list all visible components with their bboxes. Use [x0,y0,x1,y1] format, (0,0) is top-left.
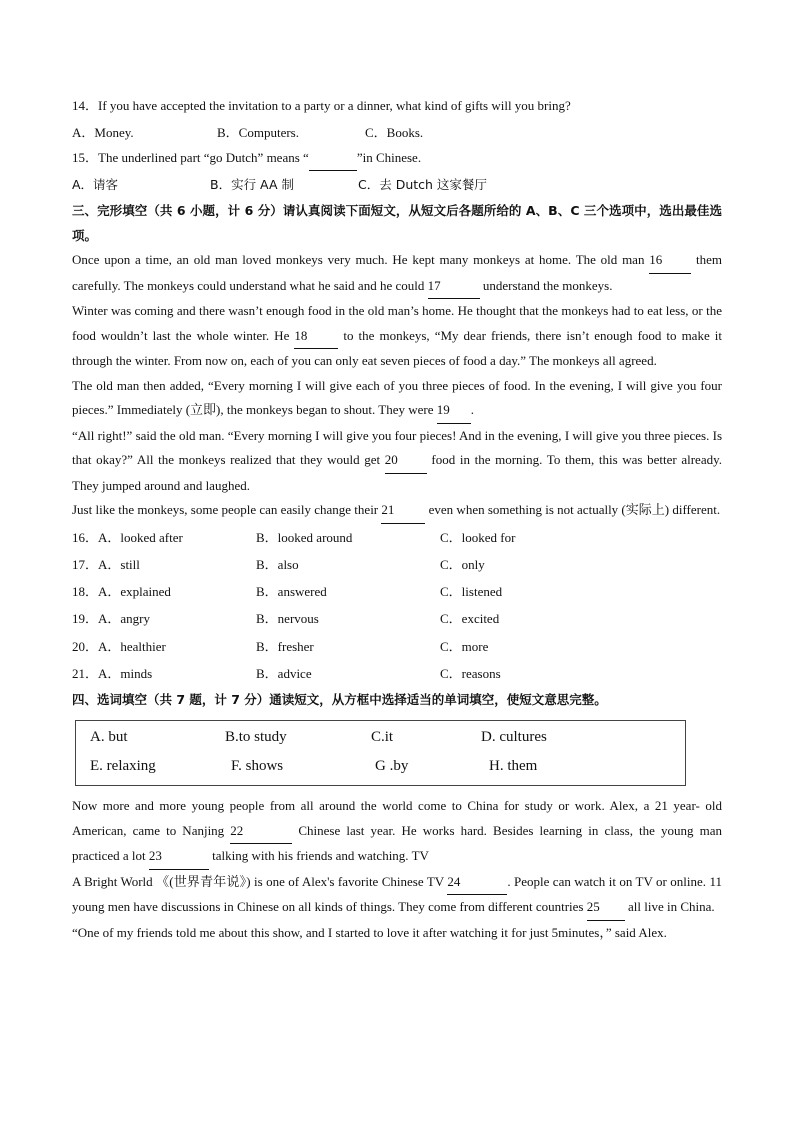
cloze-options-17 [72,551,722,578]
q15-stem: 15．The underlined part “go Dutch” means “ ”in Chinese. [72,146,722,172]
cloze-options-18 [72,578,722,605]
q15-options [72,171,722,198]
section3-heading: 三、完形填空（共 6 小题，计 6 分）请认真阅读下面短文，从短文后各题所给的 A、B、C 三个选项中，选出最佳选项。 [72,203,722,243]
option-21-c[interactable]: C．reasons [440,665,501,681]
option-21-a[interactable]: 21．A．minds [72,665,153,681]
q15-option-c[interactable]: C．去 Dutch 这家餐厅 [358,177,487,192]
q15-option-b[interactable]: B．实行 AA 制 [210,177,294,192]
blank-22[interactable]: 22 [230,819,292,845]
option-16-c[interactable]: C．looked for [440,529,516,545]
option-20-a[interactable]: 20．A．healthier [72,638,166,654]
exam-page [72,94,722,945]
word-option-b: B.to study [225,729,287,746]
word-option-d: D. cultures [481,729,547,746]
q14-option-c[interactable]: C．Books. [365,124,424,140]
option-17-a[interactable]: 17．A．still [72,556,140,572]
q14-stem: 14．If you have accepted the invitation to a party or a dinner, what kind of gifts will you bring? [72,98,571,113]
fill-paragraph-2: A Bright World 《(世界青年说》) is one of Alex's favorite Chinese TV 24 . People can watch it on TV or online. 11 young men have discussions in Chinese on all kinds of things. They come from different countries 25 all live in China. [72,870,722,921]
blank-25[interactable]: 25 [587,895,625,921]
blank-23[interactable]: 23 [149,844,209,870]
cloze-options-list [72,524,722,688]
blank-20[interactable]: 20 [385,448,427,474]
option-16-b[interactable]: B．looked around [256,529,353,545]
option-17-b[interactable]: B．also [256,556,299,572]
cloze-paragraph-4: “All right!” said the old man. “Every morning I will give you four pieces! And in the evening, I will give you three pieces. Is that okay?” All the monkeys realized that they would get 20 food in the morning. To them, this was better already. They jumped around and laughed. [72,427,722,493]
q14-options [72,119,722,146]
q14-option-a[interactable]: A．Money. [72,124,134,140]
q15-blank[interactable] [309,146,357,172]
blank-18[interactable]: 18 [294,324,338,350]
option-17-c[interactable]: C．only [440,556,485,572]
blank-16[interactable]: 16 [649,248,691,274]
option-19-a[interactable]: 19．A．angry [72,611,150,627]
cloze-paragraph-3: The old man then added, “Every morning I will give each of you three pieces of food. In the evening, I will give you four pieces.” Immediately (立即), the monkeys began to shout. They were 19 . [72,374,722,424]
cloze-options-21 [72,660,722,687]
cloze-paragraph-1: Once upon a time, an old man loved monkeys very much. He kept many monkeys at home. The old man 16 them carefully. The monkeys could understand what he said and he could 17 understand the monkeys. [72,248,722,299]
option-16-a[interactable]: 16．A．looked after [72,529,183,545]
blank-17[interactable]: 17 [428,274,480,300]
cloze-paragraph-5: Just like the monkeys, some people can easily change their 21 even when something is not actually (实际上) different. [72,498,722,524]
word-option-f: F. shows [231,758,284,775]
option-21-b[interactable]: B．advice [256,665,312,681]
cloze-paragraph-2: Winter was coming and there wasn’t enough food in the old man’s home. He thought that the monkeys had to eat less, or the food wouldn’t last the whole winter. He 18 to the monkeys, “My dear friends, there isn’t enough food to make it through the winter. From now on, each of you can only eat seven pieces of food a day.” The monkeys all agreed. [72,303,722,368]
option-18-a[interactable]: 18．A．explained [72,584,171,600]
word-bank-box [75,720,686,786]
cloze-options-16 [72,524,722,551]
option-20-c[interactable]: C．more [440,638,489,654]
option-20-b[interactable]: B．fresher [256,638,314,654]
word-option-c: C.it [371,729,394,746]
option-18-c[interactable]: C．listened [440,584,503,600]
cloze-options-19 [72,605,722,632]
blank-24[interactable]: 24 [447,870,507,896]
q14-option-b[interactable]: B．Computers. [217,124,299,140]
word-bank-row-1 [90,723,671,752]
option-18-b[interactable]: B．answered [256,584,327,600]
option-19-b[interactable]: B．nervous [256,611,319,627]
word-bank-row-2 [90,752,671,781]
q15-option-a[interactable]: A．请客 [72,177,119,192]
option-19-c[interactable]: C．excited [440,611,500,627]
word-option-g: G .by [375,758,409,775]
fill-paragraph-3: “One of my friends told me about this show, and I started to love it after watching it for just 5minutes，” said Alex. [72,924,667,940]
section4-heading: 四、选词填空（共 7 题，计 7 分）通读短文，从方框中选择适当的单词填空，使短文意思完整。 [72,692,607,708]
word-option-h: H. them [489,758,538,775]
word-option-e: E. relaxing [90,758,156,775]
fill-paragraph-1: Now more and more young people from all around the world come to China for study or work. Alex, a 21 year- old American, came to Nanjing 22 Chinese last year. He works hard. Besides learning in class, the young man practiced a lot 23 talking with his friends and watching. TV [72,794,722,870]
blank-19[interactable]: 19 [437,398,471,424]
cloze-options-20 [72,633,722,660]
word-option-a: A. but [90,729,128,746]
blank-21[interactable]: 21 [381,498,425,524]
